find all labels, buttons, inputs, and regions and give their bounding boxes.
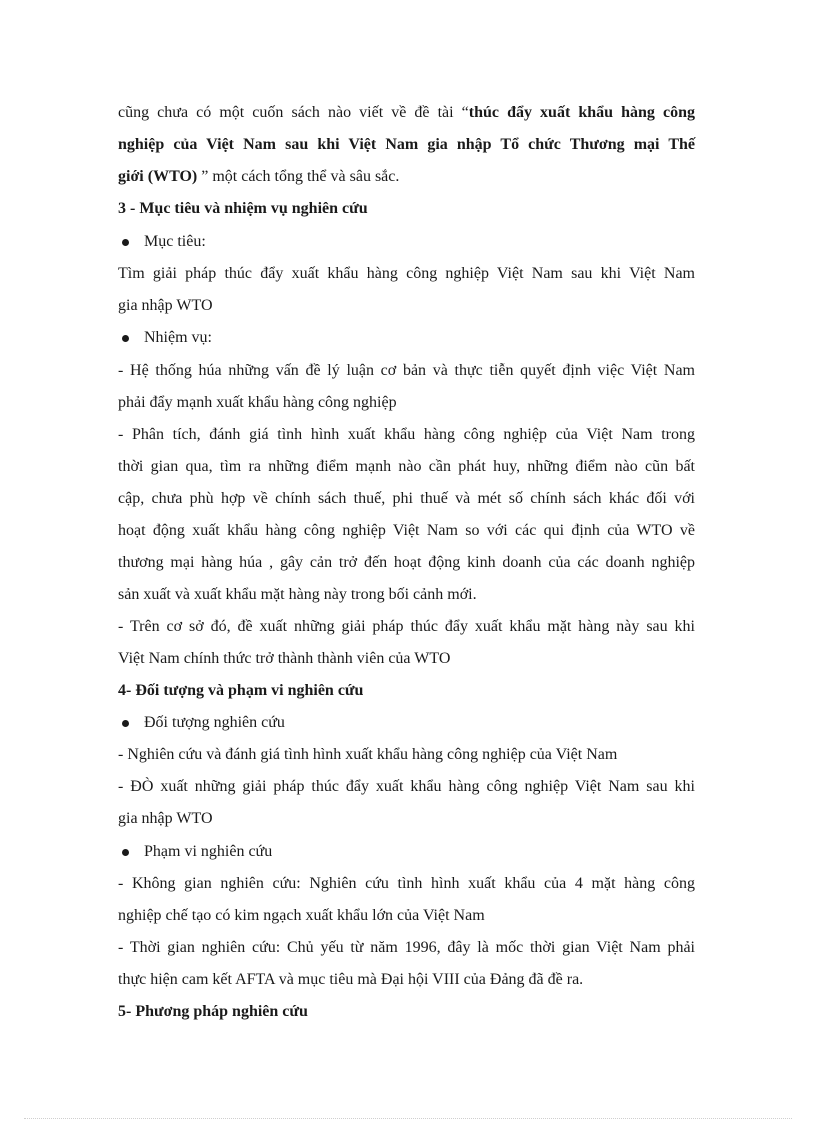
section-5-heading: 5- Phương pháp nghiên cứu [118,1003,308,1020]
section-3-heading: 3 - Mục tiêu và nhiệm vụ nghiên cứu [118,200,368,217]
intro-text: ” một cách tổng thể và sâu sắc. [201,168,400,185]
paragraph-line: - Phân tích, đánh giá tình hình xuất khẩu hàng công nghiệp của Việt Nam trong [118,426,695,443]
bullet-label: Nhiệm vụ: [144,329,212,346]
bullet-icon [122,849,129,856]
intro-line-3 [118,167,695,189]
paragraph-line: sản xuất và xuất khẩu mặt hàng này trong bối cảnh mới. [118,586,477,603]
paragraph-line: - Trên cơ sở đó, đề xuất những giải pháp thúc đẩy xuất khẩu mặt hàng này sau khi [118,618,695,635]
bullet-tasks [118,328,695,350]
intro-bold-text: giới (WTO) [118,168,202,185]
bullet-label: Mục tiêu: [144,233,206,250]
paragraph-line: - Nghiên cứu và đánh giá tình hình xuất khẩu hàng công nghiệp của Việt Nam [118,746,618,763]
paragraph-line: - Hệ thống húa những vấn đề lý luận cơ bản và thực tiễn quyết định việc Việt Nam [118,362,695,379]
paragraph-line: - Không gian nghiên cứu: Nghiên cứu tình hình xuất khẩu của 4 mặt hàng công [118,875,695,892]
bullet-label: Phạm vi nghiên cứu [144,843,273,860]
paragraph-line: - Thời gian nghiên cứu: Chủ yếu từ năm 1996, đây là mốc thời gian Việt Nam phải [118,939,695,956]
intro-bold-text: thúc đẩy xuất khẩu hàng công [468,104,696,121]
paragraph-line: phải đẩy mạnh xuất khẩu hàng công nghiệp [118,394,397,411]
paragraph-line: Việt Nam chính thức trở thành thành viên của WTO [118,650,451,667]
bullet-scope [118,842,695,864]
paragraph-line: - ĐÒ xuất những giải pháp thúc đẩy xuất khẩu hàng công nghiệp Việt Nam sau khi [118,778,695,795]
section-4-heading: 4- Đối tượng và phạm vi nghiên cứu [118,682,364,699]
page-bottom-divider [24,1118,792,1119]
bullet-label: Đối tượng nghiên cứu [144,714,285,731]
paragraph-line: gia nhập WTO [118,297,213,314]
intro-text: cũng chưa có một cuốn sách nào viết về đề tài “ [118,104,469,121]
paragraph-line: hoạt động xuất khẩu hàng công nghiệp Việt Nam so với các qui định của WTO về [118,522,695,539]
bullet-goal [118,232,695,254]
paragraph-line: Tìm giải pháp thúc đẩy xuất khẩu hàng công nghiệp Việt Nam sau khi Việt Nam [118,265,695,282]
paragraph-line: thời gian qua, tìm ra những điểm mạnh nào cần phát huy, những điểm nào cũn bất [118,458,695,475]
intro-line-2: nghiệp của Việt Nam sau khi Việt Nam gia nhập Tổ chức Thương mại Thế [118,136,695,153]
intro-line-1 [118,103,695,125]
paragraph-line: gia nhập WTO [118,810,213,827]
bullet-icon [122,720,129,727]
paragraph-line: thương mại hàng húa , gây cản trở đến hoạt động kinh doanh của các doanh nghiệp [118,554,695,571]
bullet-icon [122,335,129,342]
bullet-icon [122,239,129,246]
paragraph-line: nghiệp chế tạo có kim ngạch xuất khẩu lớn của Việt Nam [118,907,485,924]
paragraph-line: thực hiện cam kết AFTA và mục tiêu mà Đại hội VIII của Đảng đã đề ra. [118,971,584,988]
bullet-object [118,713,695,735]
paragraph-line: cập, chưa phù hợp về chính sách thuế, phi thuế và mét số chính sách khác đối với [118,490,695,507]
